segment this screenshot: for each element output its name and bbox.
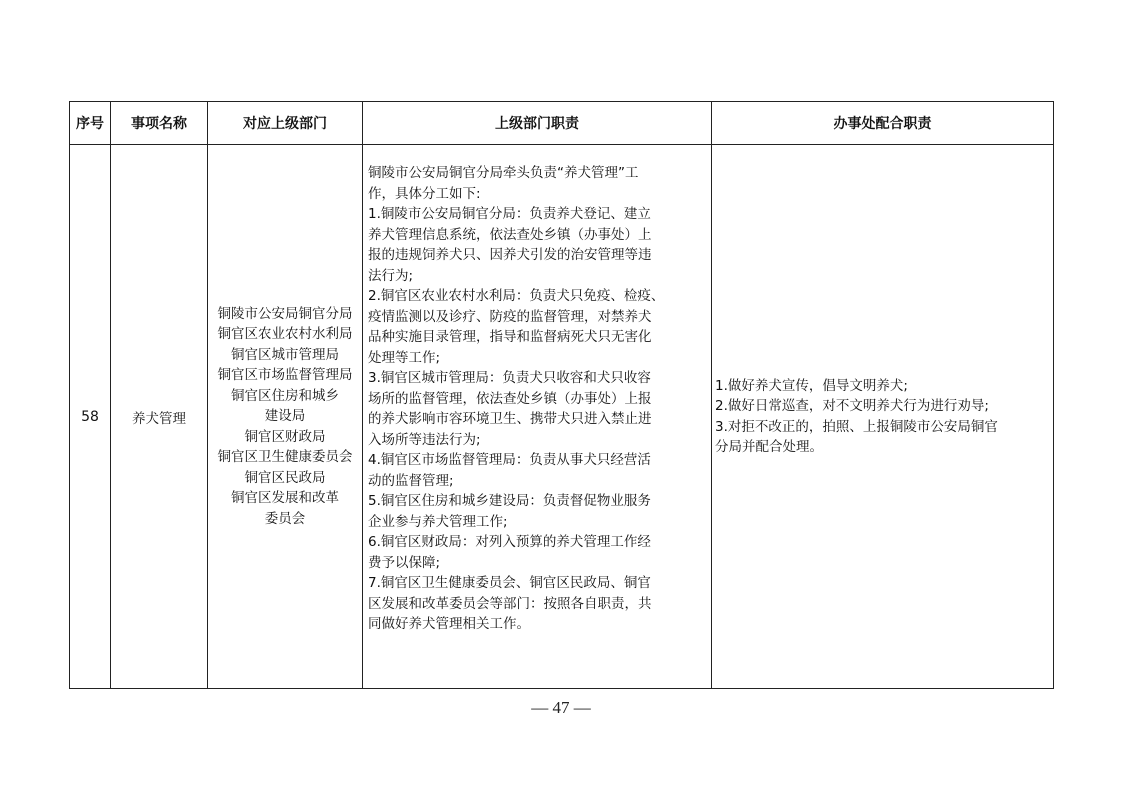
header-superior-departments: 对应上级部门 bbox=[208, 102, 363, 145]
department-line: 铜官区民政局 bbox=[244, 469, 326, 486]
matter-table bbox=[69, 101, 1054, 689]
matter-name: 养犬管理 bbox=[111, 145, 208, 689]
department-line: 建设局 bbox=[264, 408, 306, 425]
department-line: 委员会 bbox=[264, 510, 306, 527]
duty-line: 的养犬影响市容环境卫生、携带犬只进入禁止进 bbox=[368, 411, 652, 427]
duty-line: 处理等工作; bbox=[368, 349, 441, 366]
duty-line: 品种实施目录管理，指导和监督病死犬只无害化 bbox=[368, 329, 652, 345]
department-line: 铜官区农业农村水利局 bbox=[217, 326, 353, 343]
department-line: 铜官区城市管理局 bbox=[231, 346, 339, 363]
header-office-cooperation: 办事处配合职责 bbox=[712, 102, 1054, 145]
cooperation-line: 分局并配合处理。 bbox=[715, 439, 823, 455]
duty-line: 费予以保障; bbox=[368, 554, 441, 571]
duty-line: 入场所等违法行为; bbox=[368, 431, 481, 448]
row-number: 58 bbox=[70, 145, 111, 689]
cooperation-line: 1.做好养犬宣传，倡导文明养犬; bbox=[715, 377, 908, 394]
header-superior-duties: 上级部门职责 bbox=[363, 102, 712, 145]
duty-line: 疫情监测以及诊疗、防疫的监督管理，对禁养犬 bbox=[368, 308, 652, 325]
page-number: — 47 — bbox=[531, 698, 591, 717]
duty-line: 6.铜官区财政局：对列入预算的养犬管理工作经 bbox=[368, 534, 651, 550]
duty-line: 5.铜官区住房和城乡建设局：负责督促物业服务 bbox=[368, 493, 651, 509]
duties-cell bbox=[363, 145, 712, 689]
duty-line: 动的监督管理; bbox=[368, 472, 454, 489]
department-line: 铜官区市场监督管理局 bbox=[217, 367, 353, 384]
department-line: 铜官区卫生健康委员会 bbox=[217, 449, 353, 466]
duty-line: 场所的监督管理，依法查处乡镇（办事处）上报 bbox=[368, 390, 652, 407]
duty-line: 企业参与养犬管理工作; bbox=[368, 513, 508, 530]
duty-line: 7.铜官区卫生健康委员会、铜官区民政局、铜官 bbox=[368, 575, 651, 591]
duty-line: 作，具体分工如下: bbox=[368, 185, 481, 202]
duty-line: 法行为; bbox=[368, 267, 414, 284]
duty-line: 4.铜官区市场监督管理局：负责从事犬只经营活 bbox=[368, 452, 651, 468]
cooperation-line: 3.对拒不改正的，拍照、上报铜陵市公安局铜官 bbox=[715, 418, 998, 435]
duty-line: 1.铜陵市公安局铜官分局：负责养犬登记、建立 bbox=[368, 206, 651, 222]
cooperation-line: 2.做好日常巡查，对不文明养犬行为进行劝导; bbox=[715, 398, 989, 414]
duty-line: 同做好养犬管理相关工作。 bbox=[368, 616, 530, 632]
duty-line: 养犬管理信息系统，依法查处乡镇（办事处）上 bbox=[368, 226, 652, 243]
department-line: 铜官区发展和改革 bbox=[231, 490, 339, 507]
duty-line: 铜陵市公安局铜官分局牵头负责“养犬管理”工 bbox=[368, 165, 639, 181]
cooperation-cell bbox=[712, 145, 1054, 689]
duty-line: 3.铜官区城市管理局：负责犬只收容和犬只收容 bbox=[368, 370, 651, 386]
department-line: 铜陵市公安局铜官分局 bbox=[217, 305, 353, 322]
duty-line: 报的违规饲养犬只、因养犬引发的治安管理等违 bbox=[368, 247, 652, 263]
departments-cell bbox=[208, 145, 363, 689]
header-number: 序号 bbox=[70, 102, 111, 145]
duty-line: 2.铜官区农业农村水利局：负责犬只免疫、检疫、 bbox=[368, 288, 665, 304]
department-line: 铜官区住房和城乡 bbox=[231, 387, 339, 404]
table-row bbox=[70, 145, 1054, 689]
duty-line: 区发展和改革委员会等部门：按照各自职责，共 bbox=[368, 595, 652, 612]
header-row bbox=[70, 102, 1054, 145]
department-line: 铜官区财政局 bbox=[244, 428, 326, 445]
header-matter-name: 事项名称 bbox=[111, 102, 208, 145]
